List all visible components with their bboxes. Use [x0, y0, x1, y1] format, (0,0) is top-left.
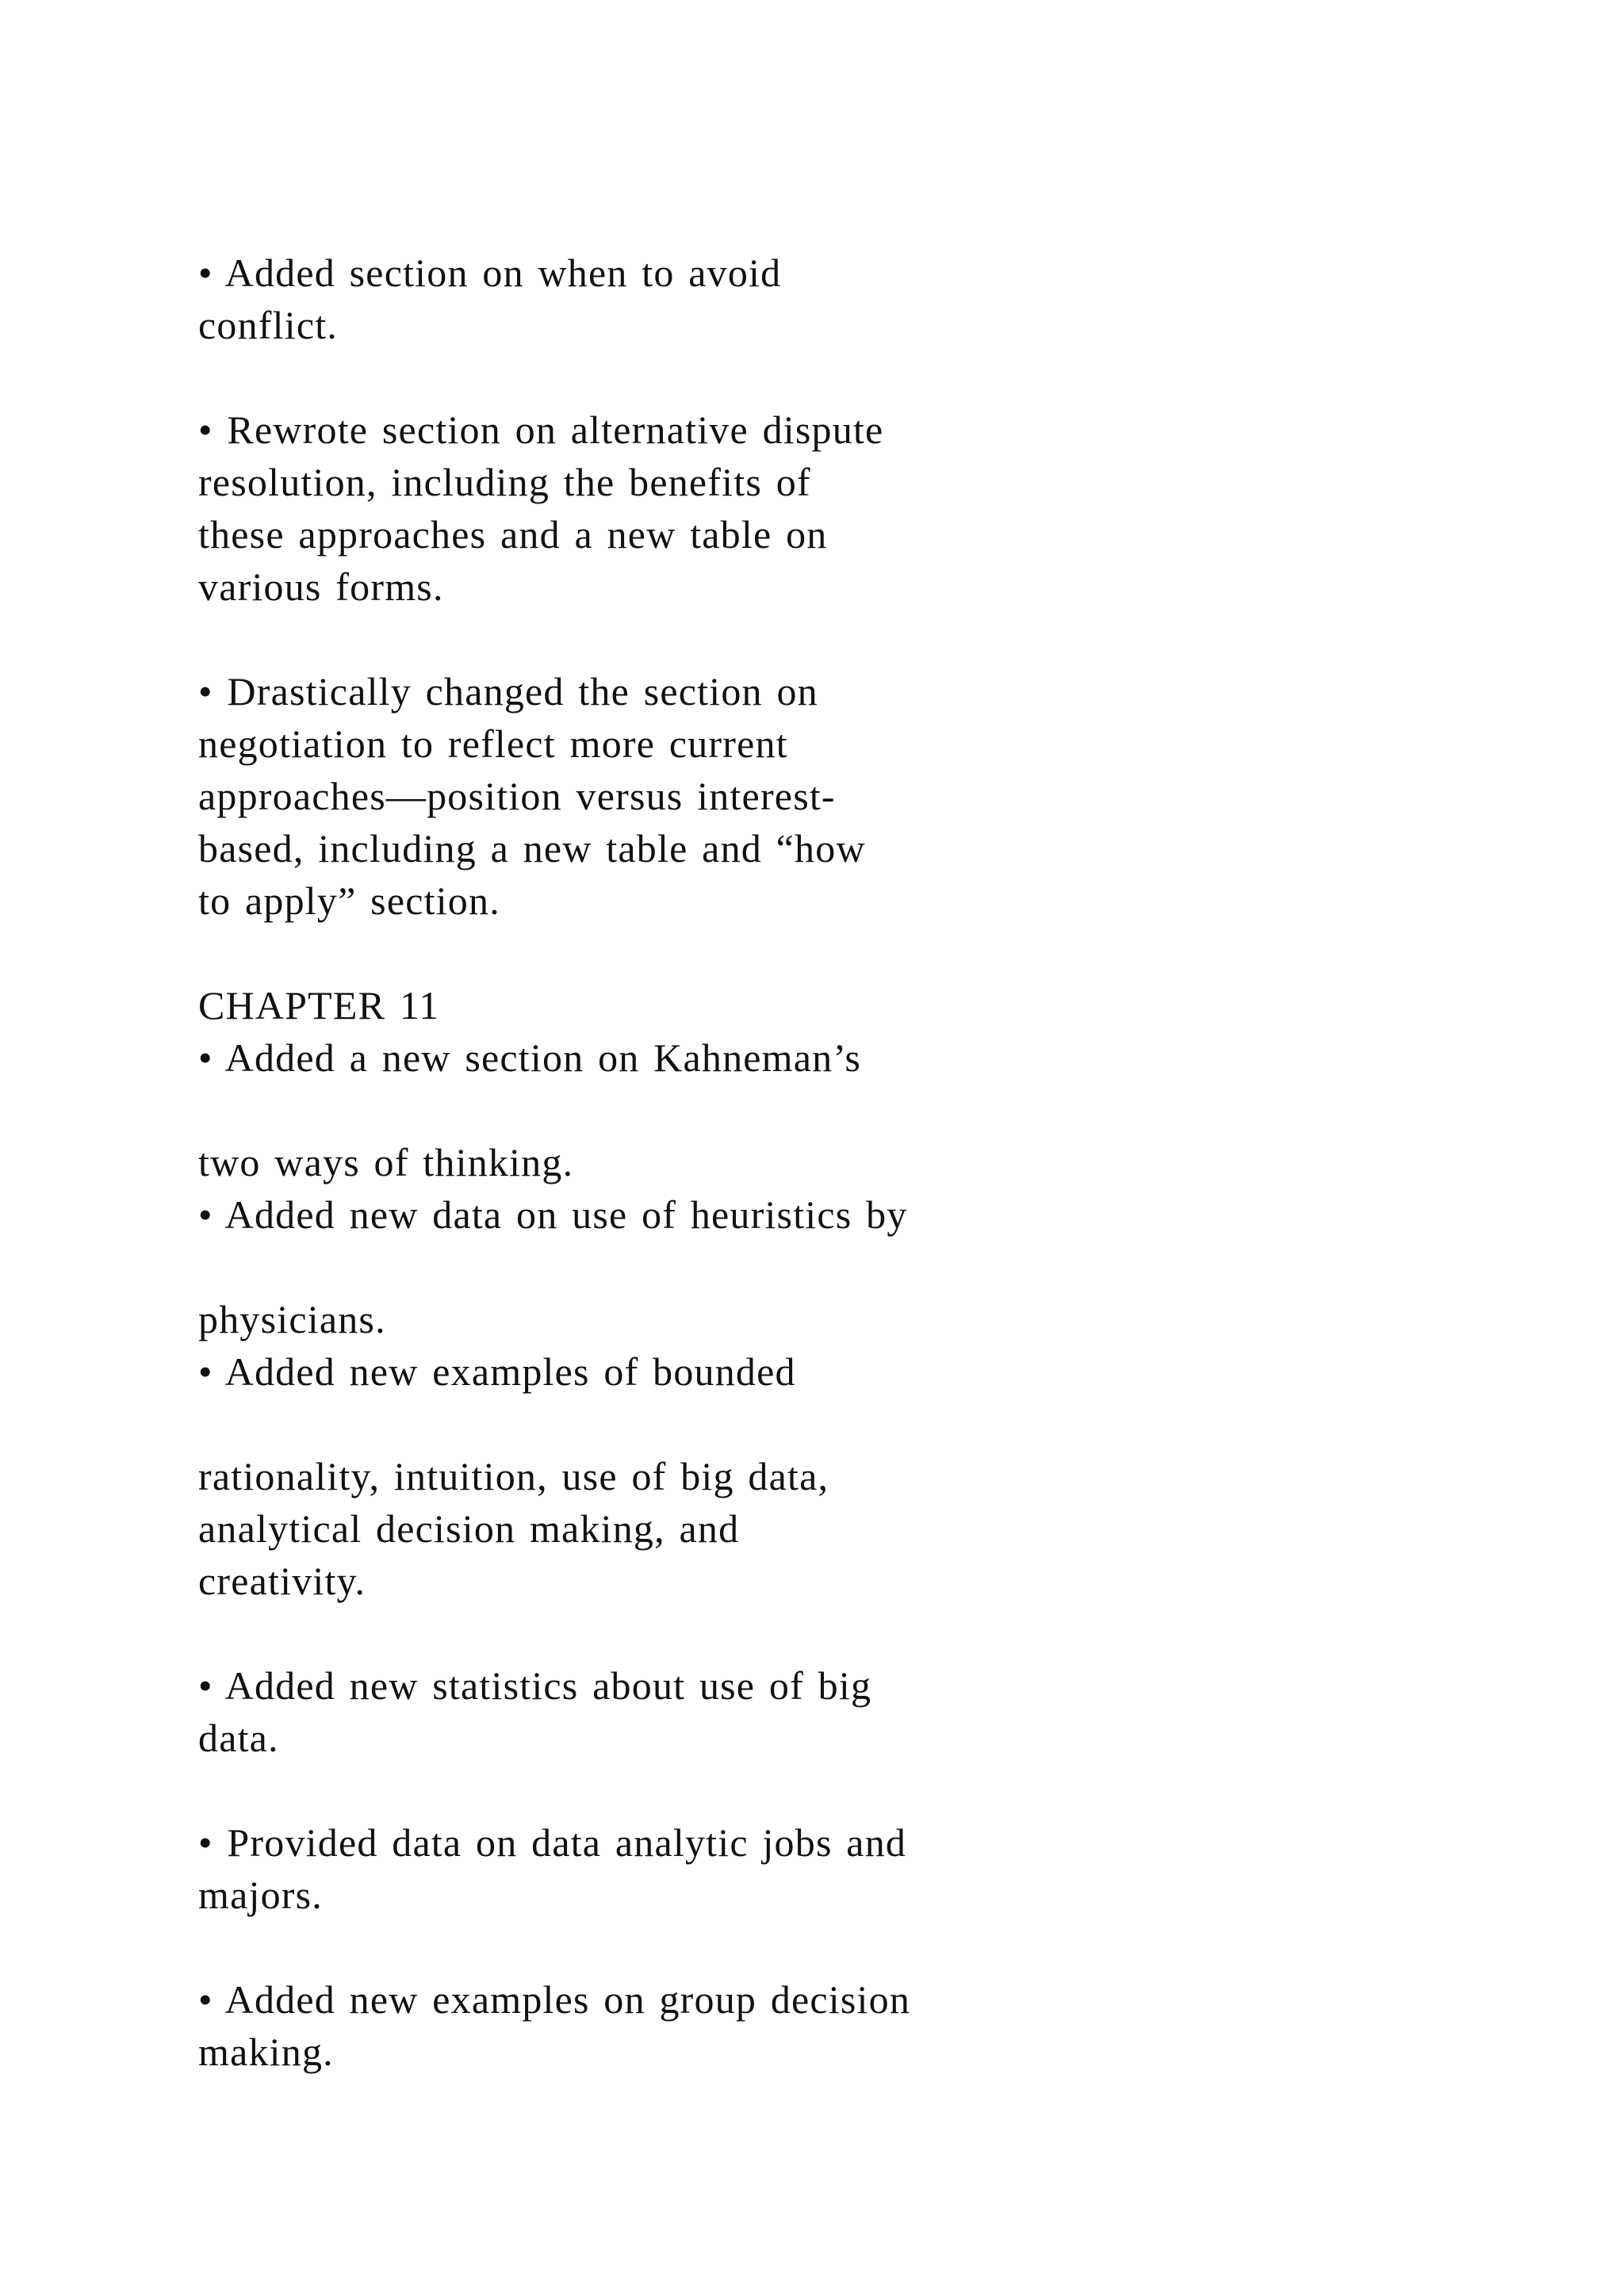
text-line: • Added a new section on Kahneman’s — [198, 1035, 862, 1080]
text-line: based, including a new table and “how — [198, 826, 866, 871]
text-line: • Added section on when to avoid — [198, 251, 782, 295]
text-line: • Added new statistics about use of big — [198, 1663, 872, 1708]
text-line: conflict. — [198, 303, 339, 347]
text-line: • Added new examples of bounded — [198, 1349, 796, 1394]
text-line: negotiation to reflect more current — [198, 721, 788, 766]
chapter-heading: CHAPTER 11 — [198, 983, 440, 1027]
text-line: • Rewrote section on alternative dispute — [198, 408, 884, 452]
text-line: to apply” section. — [198, 878, 500, 923]
text-line: majors. — [198, 1873, 323, 1917]
text-line: • Added new data on use of heuristics by — [198, 1192, 908, 1237]
text-line: analytical decision making, and — [198, 1506, 740, 1551]
text-line: physicians. — [198, 1297, 386, 1341]
text-line: creativity. — [198, 1559, 366, 1603]
text-line: • Provided data on data analytic jobs and — [198, 1820, 907, 1865]
text-line: approaches—position versus interest- — [198, 774, 836, 818]
text-line: rationality, intuition, use of big data, — [198, 1454, 829, 1498]
text-line: data. — [198, 1716, 279, 1760]
text-line: • Added new examples on group decision — [198, 1977, 911, 2022]
text-line: making. — [198, 2030, 334, 2074]
text-line: two ways of thinking. — [198, 1140, 574, 1184]
text-line: resolution, including the benefits of — [198, 460, 811, 504]
text-line: various forms. — [198, 564, 444, 609]
text-line: these approaches and a new table on — [198, 512, 828, 557]
text-line: • Drastically changed the section on — [198, 669, 818, 714]
